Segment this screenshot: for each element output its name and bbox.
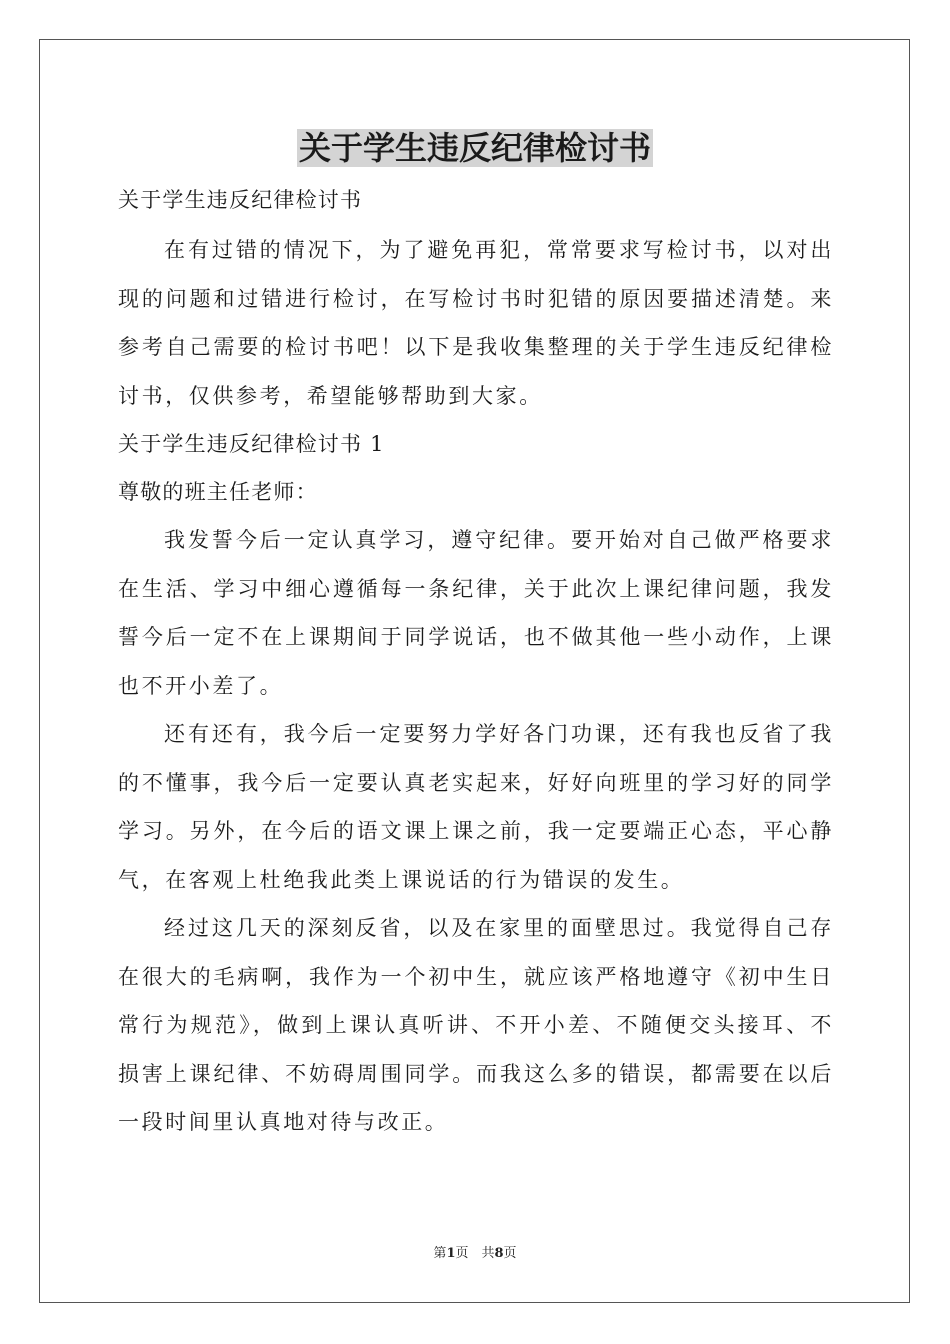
document-title-text: 关于学生违反纪律检讨书 [298,129,651,167]
section-heading: 关于学生违反纪律检讨书 1 [118,432,385,456]
intro-paragraph: 在有过错的情况下，为了避免再犯，常常要求写检讨书，以对出现的问题和过错进行检讨，在写检讨书时犯错的原因要描述清楚。来参考自己需要的检讨书吧！以下是我收集整理的关于学生违反纪律检讨书，仅供参考，希望能够帮助到大家。 [118,238,834,408]
body-paragraph-2: 还有还有，我今后一定要努力学好各门功课，还有我也反省了我的不懂事，我今后一定要认真老实起来，好好向班里的学习好的同学学习。另外，在今后的语文课上课之前，我一定要端正心态，平心静气，在客观上杜绝我此类上课说话的行为错误的发生。 [118,722,834,892]
footer-page-number: 1 [446,1246,456,1261]
document-title [0,126,950,170]
footer-total-pages: 8 [494,1246,504,1261]
footer-page-mid: 页 共 [455,1246,495,1261]
body-paragraph-1: 我发誓今后一定认真学习，遵守纪律。要开始对自己做严格要求在生活、学习中细心遵循每一条纪律，关于此次上课纪律问题，我发誓今后一定不在上课期间于同学说话，也不做其他一些小动作，上课也不开小差了。 [118,528,834,698]
page-footer [0,1244,950,1264]
body-paragraph-3: 经过这几天的深刻反省，以及在家里的面壁思过。我觉得自己存在很大的毛病啊，我作为一个初中生，就应该严格地遵守《初中生日常行为规范》，做到上课认真听讲、不开小差、不随便交头接耳、不损害上课纪律、不妨碍周围同学。而我这么多的错误，都需要在以后一段时间里认真地对待与改正。 [118,916,834,1134]
footer-page-prefix: 第 [433,1246,447,1261]
document-subtitle: 关于学生违反纪律检讨书 [118,188,363,212]
salutation: 尊敬的班主任老师： [118,480,318,504]
footer-page-suffix: 页 [503,1246,517,1261]
document-body [118,176,834,1147]
